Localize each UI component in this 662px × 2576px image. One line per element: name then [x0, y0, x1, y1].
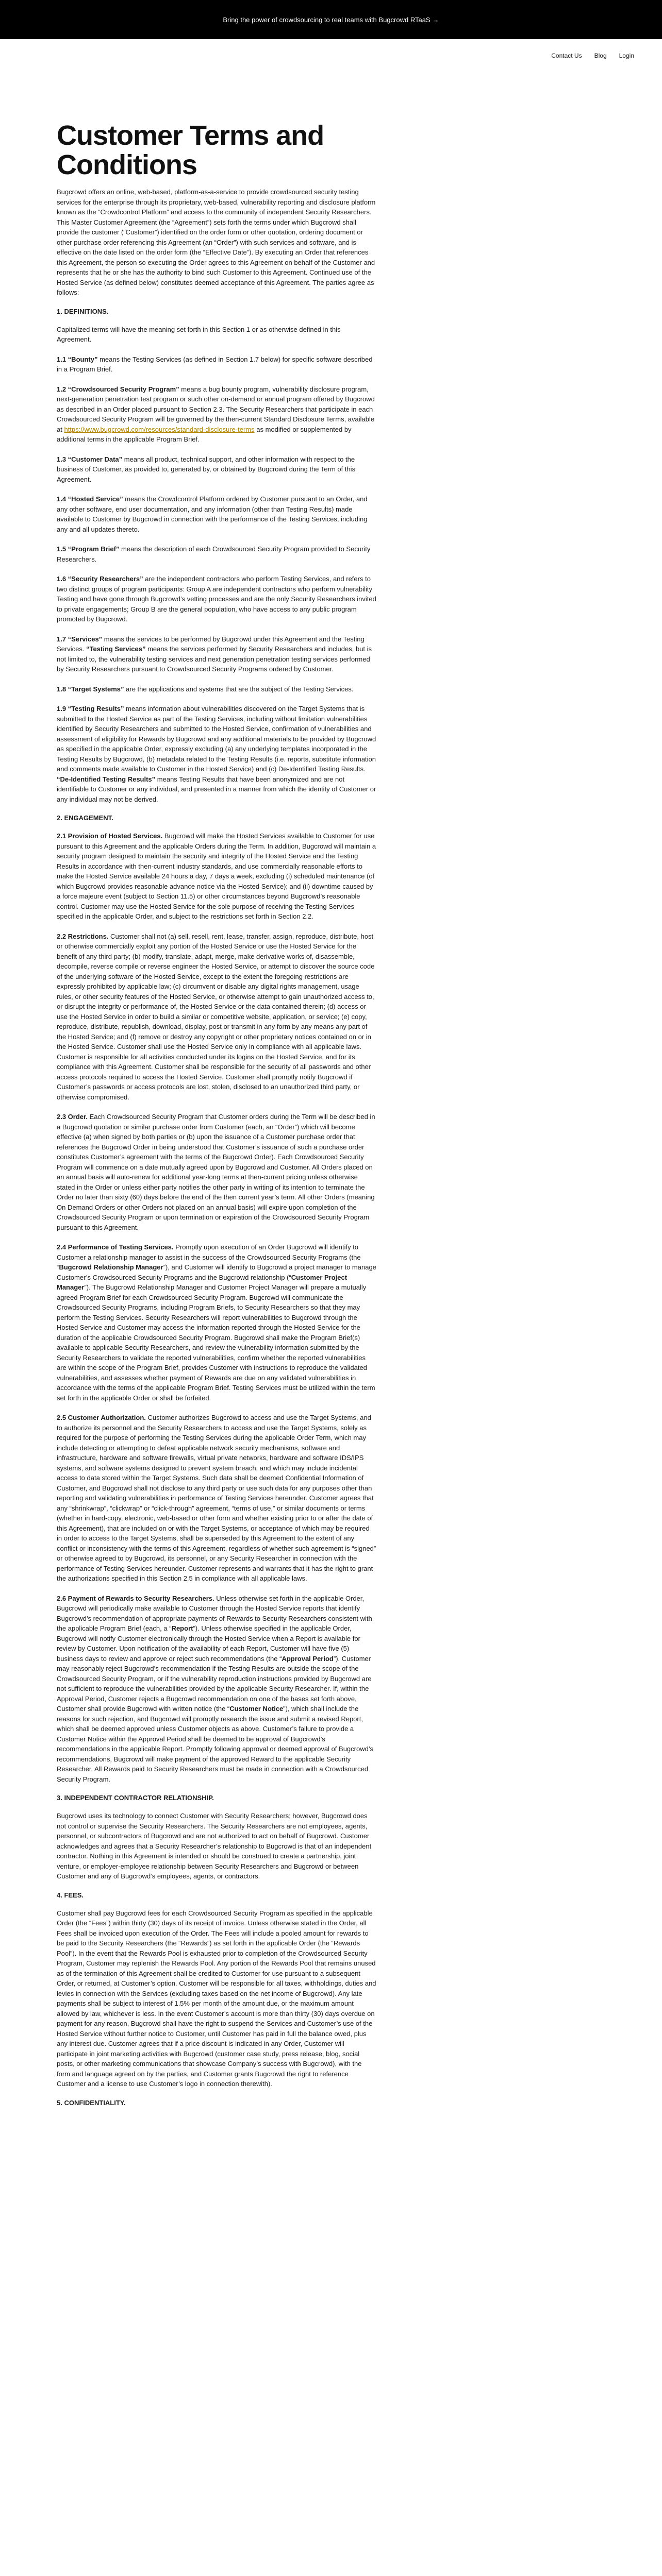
definitions-intro: Capitalized terms will have the meaning set forth in this Section 1 or as otherwise defined in this Agreement. — [57, 325, 341, 343]
definition-text: means the Testing Services (as defined in Section 1.7 below) for specific software described in a Program Brief. — [57, 355, 373, 373]
clause-2-5 — [57, 1413, 376, 1584]
definition-testing-results — [57, 704, 376, 804]
definition-security-researchers — [57, 574, 376, 624]
section-heading-definitions: 1. DEFINITIONS. — [57, 307, 109, 315]
section-heading-engagement: 2. ENGAGEMENT. — [57, 814, 113, 822]
definition-text: means information about vulnerabilities discovered on the Target Systems that is submitted to the Hosted Service as part of the Testing Services, including without limitation vulnerabilities identified by Security Researchers and submitted to the Hosted Service, confirmation of vulnerabilities and assessment of eligibility for Rewards by Bugcrowd and any additional materials to be provided by Bugcrowd as specified in the applicable Order, expressly excluding (a) any underlying templates incorporated in the Testing Results by Bugcrowd, (b) metadata related to the Testing Results (i.e. reports, substitute information and comments made available to Customer in the Hosted Service) and (c) De-Identified Testing Results. — [57, 705, 376, 773]
definition-text: are the applications and systems that are the subject of the Testing Services. — [124, 685, 354, 693]
clause-2-1 — [57, 831, 376, 922]
clause-text: ”). Unless otherwise specified in the applicable Order, Bugcrowd will notify Customer electronically through the Hosted Service when a Report is available for review by Customer. Upon notification of the availability of each Report, Customer will have five (5) business days to review and approve or reject such recommendations (the “ — [57, 1624, 360, 1663]
definition-services — [57, 634, 376, 674]
terms-content — [57, 121, 376, 2107]
top-nav — [0, 39, 662, 72]
nav-login[interactable]: Login — [619, 52, 634, 59]
definition-text-tail: as modified or supplemented by additional terms in the applicable Program Brief. — [57, 425, 352, 443]
section-heading-independent-contractor: 3. INDEPENDENT CONTRACTOR RELATIONSHIP. — [57, 1794, 214, 1802]
clause-text: Promptly upon execution of an Order Bugcrowd will identify to Customer a relationship manager to assist in the success of the Crowdsourced Security Programs (the “ — [57, 1243, 361, 1271]
intro-paragraph: Bugcrowd offers an online, web-based, platform-as-a-service to provide crowdsourced security testing services for the enterprise through its proprietary, web-based, vulnerability reporting and disclosure platform known as the “Crowdcontrol Platform” and access to the community of independent Security Researchers. This Master Customer Agreement (the “Agreement”) sets forth the terms under which Bugcrowd shall provide the customer (“Customer”) identified on the order form or other quotation, ordering document or other purchase order referencing this Agreement (an “Order”) with such services and software, and is effective on the date listed on the order form (the “Effective Date”). By executing an Order that references this Agreement, the person so executing the Order agrees to this Agreement on behalf of the Customer and represents that he or she has the authority to bind such Customer to this Agreement. Continued use of the Hosted Service (as defined below) constitutes deemed acceptance of this Agreement. The parties agree as follows: — [57, 188, 376, 296]
clause-text: Customer shall not (a) sell, resell, rent, lease, transfer, assign, reproduce, distribute, host or otherwise commercially exploit any portion of the Hosted Service or use the Hosted Service for the benefit of any third party; (b) modify, translate, adapt, merge, make derivative works of, disassemble, decompile, reverse compile or reverse engineer the Hosted Service, or attempt to discover the source code of the underlying software of the Hosted Service, except to the extent the foregoing restrictions are expressly prohibited by applicable law; (c) circumvent or disable any digital rights management, usage rules, or other security features of the Hosted Service, or otherwise attempt to gain unauthorized access to, or disrupt the integrity or performance of, the Hosted Service or the data contained therein; (d) access or use the Hosted Service in order to build a similar or competitive website, application, or service; (e) copy, reproduce, distribute, republish, download, display, post or transmit in any form by any means any part of the Hosted Service; and (f) remove or destroy any copyright or other proprietary notices contained on or in the Hosted Service. Customer shall use the Hosted Service only in compliance with all applicable laws. Customer is responsible for all activities conducted under its logins on the Hosted Service, and for its compliance with this Agreement. Customer shall be responsible for the security of all passwords and other access protocols required to access the Hosted Service. Customer shall promptly notify Bugcrowd if Customer’s passwords or access protocols are lost, stolen, disclosed to an unauthorized third party, or otherwise compromised. — [57, 932, 375, 1101]
disclosure-terms-link[interactable]: https://www.bugcrowd.com/resources/standard-disclosure-terms — [64, 425, 255, 433]
definition-hosted-service — [57, 494, 376, 534]
clause-title: 2.4 Performance of Testing Services. — [57, 1243, 174, 1251]
definition-text: are the independent contractors who perform Testing Services, and refers to two distinct groups of program participants: Group A are independent contractors who perform vulnerability Testing and have gone through Bugcrowd’s vetting processes and are the only Security Researchers invited to private engagements; Group B are the general population, who have access to any public program promoted by Bugcrowd. — [57, 575, 376, 623]
definition-customer-data — [57, 454, 376, 485]
definition-term-secondary: “De-Identified Testing Results” — [57, 775, 156, 783]
announcement-banner[interactable] — [0, 0, 662, 39]
clause-text: Customer authorizes Bugcrowd to access and use the Target Systems, and to authorize its personnel and the Security Researchers to access and use the Target Systems, solely as required for the purpose of performing the Testing Services during the applicable Order Term, which may include detecting or attempting to defeat applicable network security mechanisms, software and infrastructure, hardware and software firewalls, virtual private networks, hardware and software IDS/IPS systems, and software systems designed to prevent system breach, and which may include incidental access to data stored within the Target Systems. Such data shall be deemed Confidential Information of Customer, and Bugcrowd shall not disclose to any third party or use such data for any purposes other than reporting and validating vulnerabilities in performance of Testing Services hereunder. Customer agrees that any “shrinkwrap”, “clickwrap” or “click-through” agreement, “terms of use,” or similar documents or terms (whether in hard-copy, electronic, web-based or other form and whether existing prior to or after the date of this Agreement), that are included on or with the Target Systems, or acceptance of which may be required in order to access to the Target Systems, shall be superseded by this Agreement to the extent of any conflict or inconsistency with the terms of this Agreement, regardless of whether such agreement is “signed” or otherwise agreed to by Bugcrowd, its personnel, or any Security Researcher in connection with the performance of Testing Services hereunder. Customer represents and warrants that it has the right to grant the authorizations specified in this Section 2.5 in compliance with all applicable laws. — [57, 1414, 376, 1582]
clause-title: 2.6 Payment of Rewards to Security Researchers. — [57, 1594, 214, 1602]
clause-text: Each Crowdsourced Security Program that Customer orders during the Term will be described in a Bugcrowd quotation or similar purchase order from Customer (each, an “Order”) which will become effective (a) when signed by both parties or (b) upon the issuance of a Customer purchase order that references the Bugcrowd Order in being understood that Customer’s issuance of such a purchase order constitutes Customer’s agreement with the terms of the Bugcrowd Order). Each Crowdsourced Security Program will commence on a date mutually agreed upon by Bugcrowd and Customer. All Orders placed on an annual basis will auto-renew for additional year-long terms at then-current pricing unless otherwise stated in the Order or unless either party notifies the other party in writing of its intention to terminate the Order no later than sixty (60) days before the end of the then current year’s term. All other Orders (meaning On Demand Orders or other Orders not placed on an annual basis) will expire upon completion of the Crowdsourced Security Program or upon termination or expiration of the Crowdsourced Security Program pursuant to this Agreement. — [57, 1113, 375, 1231]
nav-contact-us[interactable]: Contact Us — [551, 52, 582, 59]
definition-bounty — [57, 354, 376, 375]
page-title: Customer Terms and Conditions — [57, 120, 324, 180]
definition-text: means the services to be performed by Bugcrowd under this Agreement and the Testing Services. — [57, 635, 365, 653]
clause-title: 2.1 Provision of Hosted Services. — [57, 832, 163, 840]
definition-term: 1.1 “Bounty” — [57, 355, 98, 363]
announcement-link[interactable] — [223, 16, 439, 24]
clause-term: Approval Period — [282, 1654, 334, 1663]
clause-2-6 — [57, 1594, 376, 1785]
clause-text: Unless otherwise set forth in the applicable Order, Bugcrowd will periodically make available to Customer through the Hosted Service reports that identify Bugcrowd’s recommendation of appropriate payments of Rewards to Security Researchers consistent with the applicable Program Brief (each, a “ — [57, 1594, 372, 1632]
clause-term: Customer Project Manager — [57, 1273, 347, 1291]
announcement-text: Bring the power of crowdsourcing to real teams with Bugcrowd RTaaS — [223, 15, 431, 24]
definition-text: means the description of each Crowdsourced Security Program provided to Security Researchers. — [57, 545, 371, 563]
definition-text: means a bug bounty program, vulnerability disclosure program, next-generation penetration test program or such other on-demand or annual program offered by Bugcrowd as described in an Order placed pursuant to Section 2.3. The Security Researchers that participate in each Crowdsourced Security Program will be governed by the then-current Standard Disclosure Terms, available at — [57, 385, 375, 433]
clause-term: Report — [171, 1624, 193, 1632]
definition-term: 1.3 “Customer Data” — [57, 455, 123, 463]
section-heading-fees: 4. FEES. — [57, 1891, 84, 1899]
definition-program-brief — [57, 544, 376, 564]
definition-term-secondary: “Testing Services” — [86, 645, 146, 653]
clause-text: ”), which shall include the reasons for such rejection, and Bugcrowd will promptly research the issue and submit a revised Report, which shall be deemed approved unless Customer objects as above. Customer’s failure to provide a Customer Notice within the Approval Period shall be deemed to be approval of Bugcrowd’s recommendations in the applicable Report. Promptly following approval or deemed approval of Bugcrowd’s recommendations, Bugcrowd will make payment of the approved Reward to the applicable Security Researcher. All Rewards paid to Security Researchers must be made in connection with a Crowdsourced Security Program. — [57, 1705, 373, 1783]
clause-text: ”). Customer may reasonably reject Bugcrowd’s recommendation if the Testing Results are outside the scope of the Crowdsourced Security Program, or if the vulnerability reproduction instructions provided by Bugcrowd are not sufficient to reproduce the vulnerabilities provided by the applicable Security Researcher. If, within the Approval Period, Customer rejects a Bugcrowd recommendation on one of the bases set forth above, Customer shall provide Bugcrowd with written notice (the “ — [57, 1654, 372, 1713]
definition-text-tail: means the services performed by Security Researchers and includes, but is not limited to, the vulnerability testing services and next generation penetration testing services performed by Security Researchers pursuant to Crowdsourced Security Programs ordered by Customer. — [57, 645, 372, 673]
definition-target-systems — [57, 684, 376, 694]
clause-2-4 — [57, 1242, 376, 1403]
definition-term: 1.5 “Program Brief” — [57, 545, 120, 553]
clause-term: Bugcrowd Relationship Manager — [59, 1263, 163, 1271]
fees-paragraph: Customer shall pay Bugcrowd fees for each Crowdsourced Security Program as specified in the applicable Order (the “Fees”) within thirty (30) days of its receipt of invoice. Unless otherwise stated in the Order, all Fees shall be invoiced upon execution of the Order. The Fees will include a pooled amount for rewards to be paid to the Security Researchers (the “Rewards”) as set forth in the applicable Order (the “Rewards Pool”). In the event that the Rewards Pool is exhausted prior to completion of the Crowdsourced Security Program, Customer may replenish the Rewards Pool. Any portion of the Rewards Pool that remains unused as of the termination of this Agreement shall be credited to Customer for use pursuant to a subsequent Order, or returned, at Customer’s option. Customer will be responsible for all taxes, withholdings, duties and levies in connection with the Services (excluding taxes based on the net income of Bugcrowd). Any late payments shall be subject to interest of 1.5% per month of the amount due, or the maximum amount allowed by law, whichever is less. In the event Customer’s account is more than thirty (30) days overdue on payment for any reason, Bugcrowd shall have the right to suspend the Services and Customer’s use of the Hosted Service without further notice to Customer, until Customer has paid in full the balance owed, plus any interest due. Customer agrees that if a price discount is indicated in any Order, Customer will participate in joint marketing activities with Bugcrowd (customer case study, press release, blog, social posts, or other marketing communications that showcase Company’s success with Bugcrowd), with the form and language agreed on by the parties, and Customer grants Bugcrowd the right to reference Customer and a license to use Customer’s logo in connection therewith). — [57, 1909, 376, 2088]
clause-text: Bugcrowd will make the Hosted Services available to Customer for use pursuant to this Agreement and the applicable Orders during the Term. In addition, Bugcrowd will maintain a security program designed to maintain the security and integrity of the Hosted Service and the Testing Results in accordance with then-current industry standards, and use commercially reasonable efforts to make the Hosted Service available 24 hours a day, 7 days a week, excluding (i) scheduled maintenance (of which Bugcrowd provides reasonable advance notice via the Hosted Service); and (ii) downtime caused by a force majeure event (subject to Section 11.5) or other circumstances beyond Bugcrowd’s reasonable control. Customer may use the Hosted Service for the sole purpose of receiving the Testing Services specified in the applicable Order, and subject to the restrictions set forth in Section 2.2. — [57, 832, 376, 920]
clause-term: Customer Notice — [229, 1705, 284, 1713]
independent-contractor-paragraph: Bugcrowd uses its technology to connect Customer with Security Researchers; however, Bugcrowd does not control or supervise the Security Researchers. The Security Researchers are not employees, agents, personnel, or subcontractors of Bugcrowd and are not authorized to act on behalf of Bugcrowd. Customer acknowledges and agrees that a Security Researcher’s relationship to Bugcrowd is that of an independent contractor. Nothing in this Agreement is intended or should be construed to create a partnership, joint venture, or employer-employee relationship between Security Researchers and Bugcrowd or between Customer and any of Bugcrowd’s employees, agents, or contractors. — [57, 1812, 372, 1880]
definition-text: means the Crowdcontrol Platform ordered by Customer pursuant to an Order, and any other software, end user documentation, and any information (other than Testing Results) made available to Customer by Bugcrowd in connection with the performance of the Testing Services, including any and all updates thereto. — [57, 495, 368, 533]
arrow-right-icon: → — [432, 15, 439, 24]
definition-crowdsourced-program — [57, 384, 376, 445]
definition-term: 1.8 “Target Systems” — [57, 685, 124, 693]
definition-term: 1.4 “Hosted Service” — [57, 495, 123, 503]
definition-term: 1.2 “Crowdsourced Security Program” — [57, 385, 179, 393]
clause-text: ”), and Customer will identify to Bugcrowd a project manager to manage Customer’s Crowdsourced Security Programs and the Bugcrowd relationship (“ — [57, 1263, 376, 1281]
clause-title: 2.2 Restrictions. — [57, 932, 109, 940]
definition-term: 1.7 “Services” — [57, 635, 103, 643]
definition-text: means all product, technical support, and other information with respect to the business of Customer, as provided to, generated by, or obtained by Bugcrowd during the Term of this Agreement. — [57, 455, 356, 483]
clause-title: 2.5 Customer Authorization. — [57, 1414, 146, 1421]
clause-title: 2.3 Order. — [57, 1113, 88, 1121]
nav-blog[interactable]: Blog — [594, 52, 607, 59]
definition-text-tail: means Testing Results that have been anonymized and are not identifiable to Customer or any individual, and presented in a manner from which the identity of Customer or any individual may not be derived. — [57, 775, 376, 803]
clause-2-3 — [57, 1112, 376, 1232]
definition-term: 1.9 “Testing Results” — [57, 705, 124, 713]
section-heading-confidentiality: 5. CONFIDENTIALITY. — [57, 2098, 126, 2107]
clause-2-2 — [57, 931, 376, 1103]
definition-term: 1.6 “Security Researchers” — [57, 575, 143, 583]
clause-text: ”). The Bugcrowd Relationship Manager and Customer Project Manager will prepare a mutually agreed Program Brief for each Crowdsourced Security Program. Bugcrowd will communicate the Crowdsourced Security Programs, including Program Briefs, to Security Researchers so that they may perform the Testing Services. Security Researchers will report vulnerabilities to Bugcrowd through the Hosted Service and Customer may access the information reported through the Hosted Service for the duration of the applicable Crowdsourced Security Program. Bugcrowd shall make the Program Brief(s) available to applicable Security Researchers, and review the vulnerability information submitted by the Security Researchers to validate the reported vulnerabilities, confirm whether the reported vulnerabilities are within the scope of the Program Brief, provides Customer with instructions to reproduce the validated vulnerabilities, and assesses whether payment of Rewards are due on any validated vulnerabilities in accordance with the terms of the applicable Program Brief. Testing Services must be utilized within the term set forth in the applicable Order or shall be forfeited. — [57, 1283, 375, 1402]
